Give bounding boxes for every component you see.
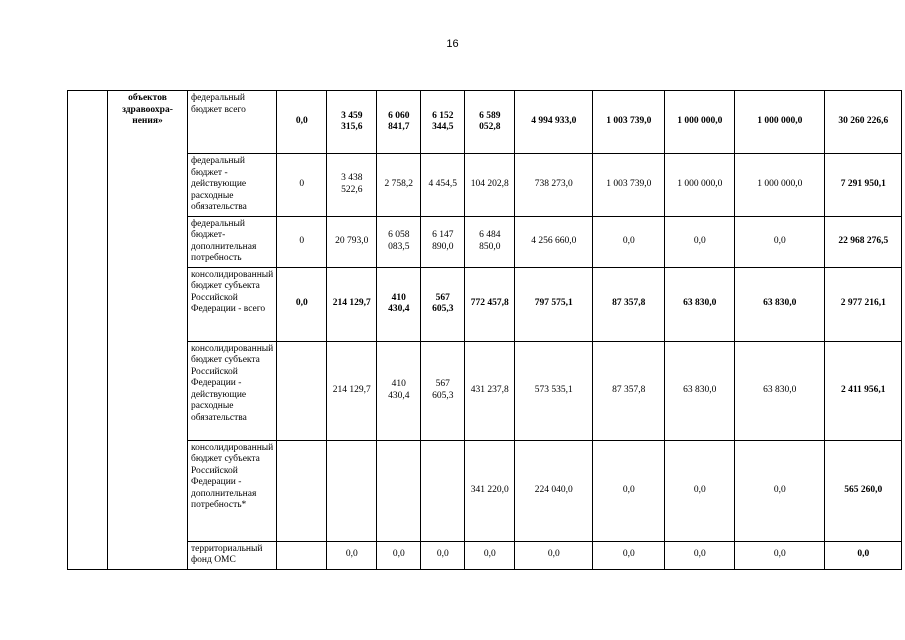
value-cell: 6 147 890,0 (421, 216, 465, 267)
value-cell (327, 440, 377, 541)
row-label: консолидированный бюджет субъекта Российской Федерации - действующие расходные обязательства (188, 341, 277, 440)
value-cell: 0,0 (327, 541, 377, 569)
row-label: федеральный бюджет - действующие расходные обязательства (188, 154, 277, 217)
value-cell: 0,0 (593, 440, 665, 541)
value-cell: 0,0 (735, 541, 825, 569)
value-cell: 0,0 (421, 541, 465, 569)
value-cell: 0,0 (735, 440, 825, 541)
value-cell: 573 535,1 (515, 341, 593, 440)
row-label: территориальный фонд ОМС (188, 541, 277, 569)
value-cell: 214 129,7 (327, 341, 377, 440)
total-cell: 0,0 (825, 541, 902, 569)
value-cell: 1 000 000,0 (735, 154, 825, 217)
value-cell: 87 357,8 (593, 341, 665, 440)
value-cell: 341 220,0 (465, 440, 515, 541)
blank-column-cell (68, 91, 108, 570)
value-cell: 0,0 (515, 541, 593, 569)
row-label: федеральный бюджет всего (188, 91, 277, 154)
value-cell: 214 129,7 (327, 267, 377, 341)
value-cell: 4 994 933,0 (515, 91, 593, 154)
value-cell: 1 000 000,0 (735, 91, 825, 154)
table-row (68, 267, 902, 341)
value-cell: 0,0 (377, 541, 421, 569)
total-cell: 2 411 956,1 (825, 341, 902, 440)
table-row (68, 541, 902, 569)
row-label: федеральный бюджет- дополнительная потребность (188, 216, 277, 267)
value-cell: 0,0 (465, 541, 515, 569)
value-cell (277, 440, 327, 541)
value-cell: 4 454,5 (421, 154, 465, 217)
value-cell: 3 438 522,6 (327, 154, 377, 217)
value-cell: 0,0 (665, 216, 735, 267)
value-cell: 6 060 841,7 (377, 91, 421, 154)
table-row (68, 216, 902, 267)
object-name-cell: объектов здравоохра-нения» (108, 91, 188, 570)
value-cell: 797 575,1 (515, 267, 593, 341)
value-cell: 20 793,0 (327, 216, 377, 267)
total-cell: 22 968 276,5 (825, 216, 902, 267)
row-label: консолидированный бюджет субъекта Российской Федерации - дополнительная потребность* (188, 440, 277, 541)
value-cell: 0 (277, 216, 327, 267)
value-cell: 0,0 (277, 91, 327, 154)
total-cell: 2 977 216,1 (825, 267, 902, 341)
table-row (68, 341, 902, 440)
value-cell: 4 256 660,0 (515, 216, 593, 267)
value-cell: 738 273,0 (515, 154, 593, 217)
value-cell (277, 341, 327, 440)
value-cell: 567 605,3 (421, 341, 465, 440)
total-cell: 565 260,0 (825, 440, 902, 541)
value-cell: 0,0 (593, 541, 665, 569)
value-cell: 0 (277, 154, 327, 217)
value-cell: 0,0 (665, 440, 735, 541)
total-cell: 30 260 226,6 (825, 91, 902, 154)
value-cell: 410 430,4 (377, 341, 421, 440)
value-cell: 2 758,2 (377, 154, 421, 217)
table-row (68, 440, 902, 541)
value-cell (277, 541, 327, 569)
table-row (68, 91, 902, 154)
value-cell: 410 430,4 (377, 267, 421, 341)
value-cell: 772 457,8 (465, 267, 515, 341)
value-cell: 3 459 315,6 (327, 91, 377, 154)
value-cell: 1 000 000,0 (665, 91, 735, 154)
value-cell: 104 202,8 (465, 154, 515, 217)
value-cell: 6 589 052,8 (465, 91, 515, 154)
value-cell (421, 440, 465, 541)
page-number: 16 (446, 38, 459, 50)
value-cell: 63 830,0 (735, 341, 825, 440)
value-cell (377, 440, 421, 541)
budget-table (67, 90, 902, 570)
value-cell: 1 000 000,0 (665, 154, 735, 217)
value-cell: 87 357,8 (593, 267, 665, 341)
value-cell: 6 484 850,0 (465, 216, 515, 267)
value-cell: 431 237,8 (465, 341, 515, 440)
value-cell: 567 605,3 (421, 267, 465, 341)
value-cell: 63 830,0 (735, 267, 825, 341)
total-cell: 7 291 950,1 (825, 154, 902, 217)
value-cell: 6 058 083,5 (377, 216, 421, 267)
value-cell: 1 003 739,0 (593, 154, 665, 217)
row-label: консолидированный бюджет субъекта Российской Федерации - всего (188, 267, 277, 341)
value-cell: 0,0 (277, 267, 327, 341)
value-cell: 0,0 (735, 216, 825, 267)
value-cell: 6 152 344,5 (421, 91, 465, 154)
value-cell: 1 003 739,0 (593, 91, 665, 154)
value-cell: 224 040,0 (515, 440, 593, 541)
value-cell: 0,0 (593, 216, 665, 267)
value-cell: 0,0 (665, 541, 735, 569)
value-cell: 63 830,0 (665, 267, 735, 341)
value-cell: 63 830,0 (665, 341, 735, 440)
table-row (68, 154, 902, 217)
